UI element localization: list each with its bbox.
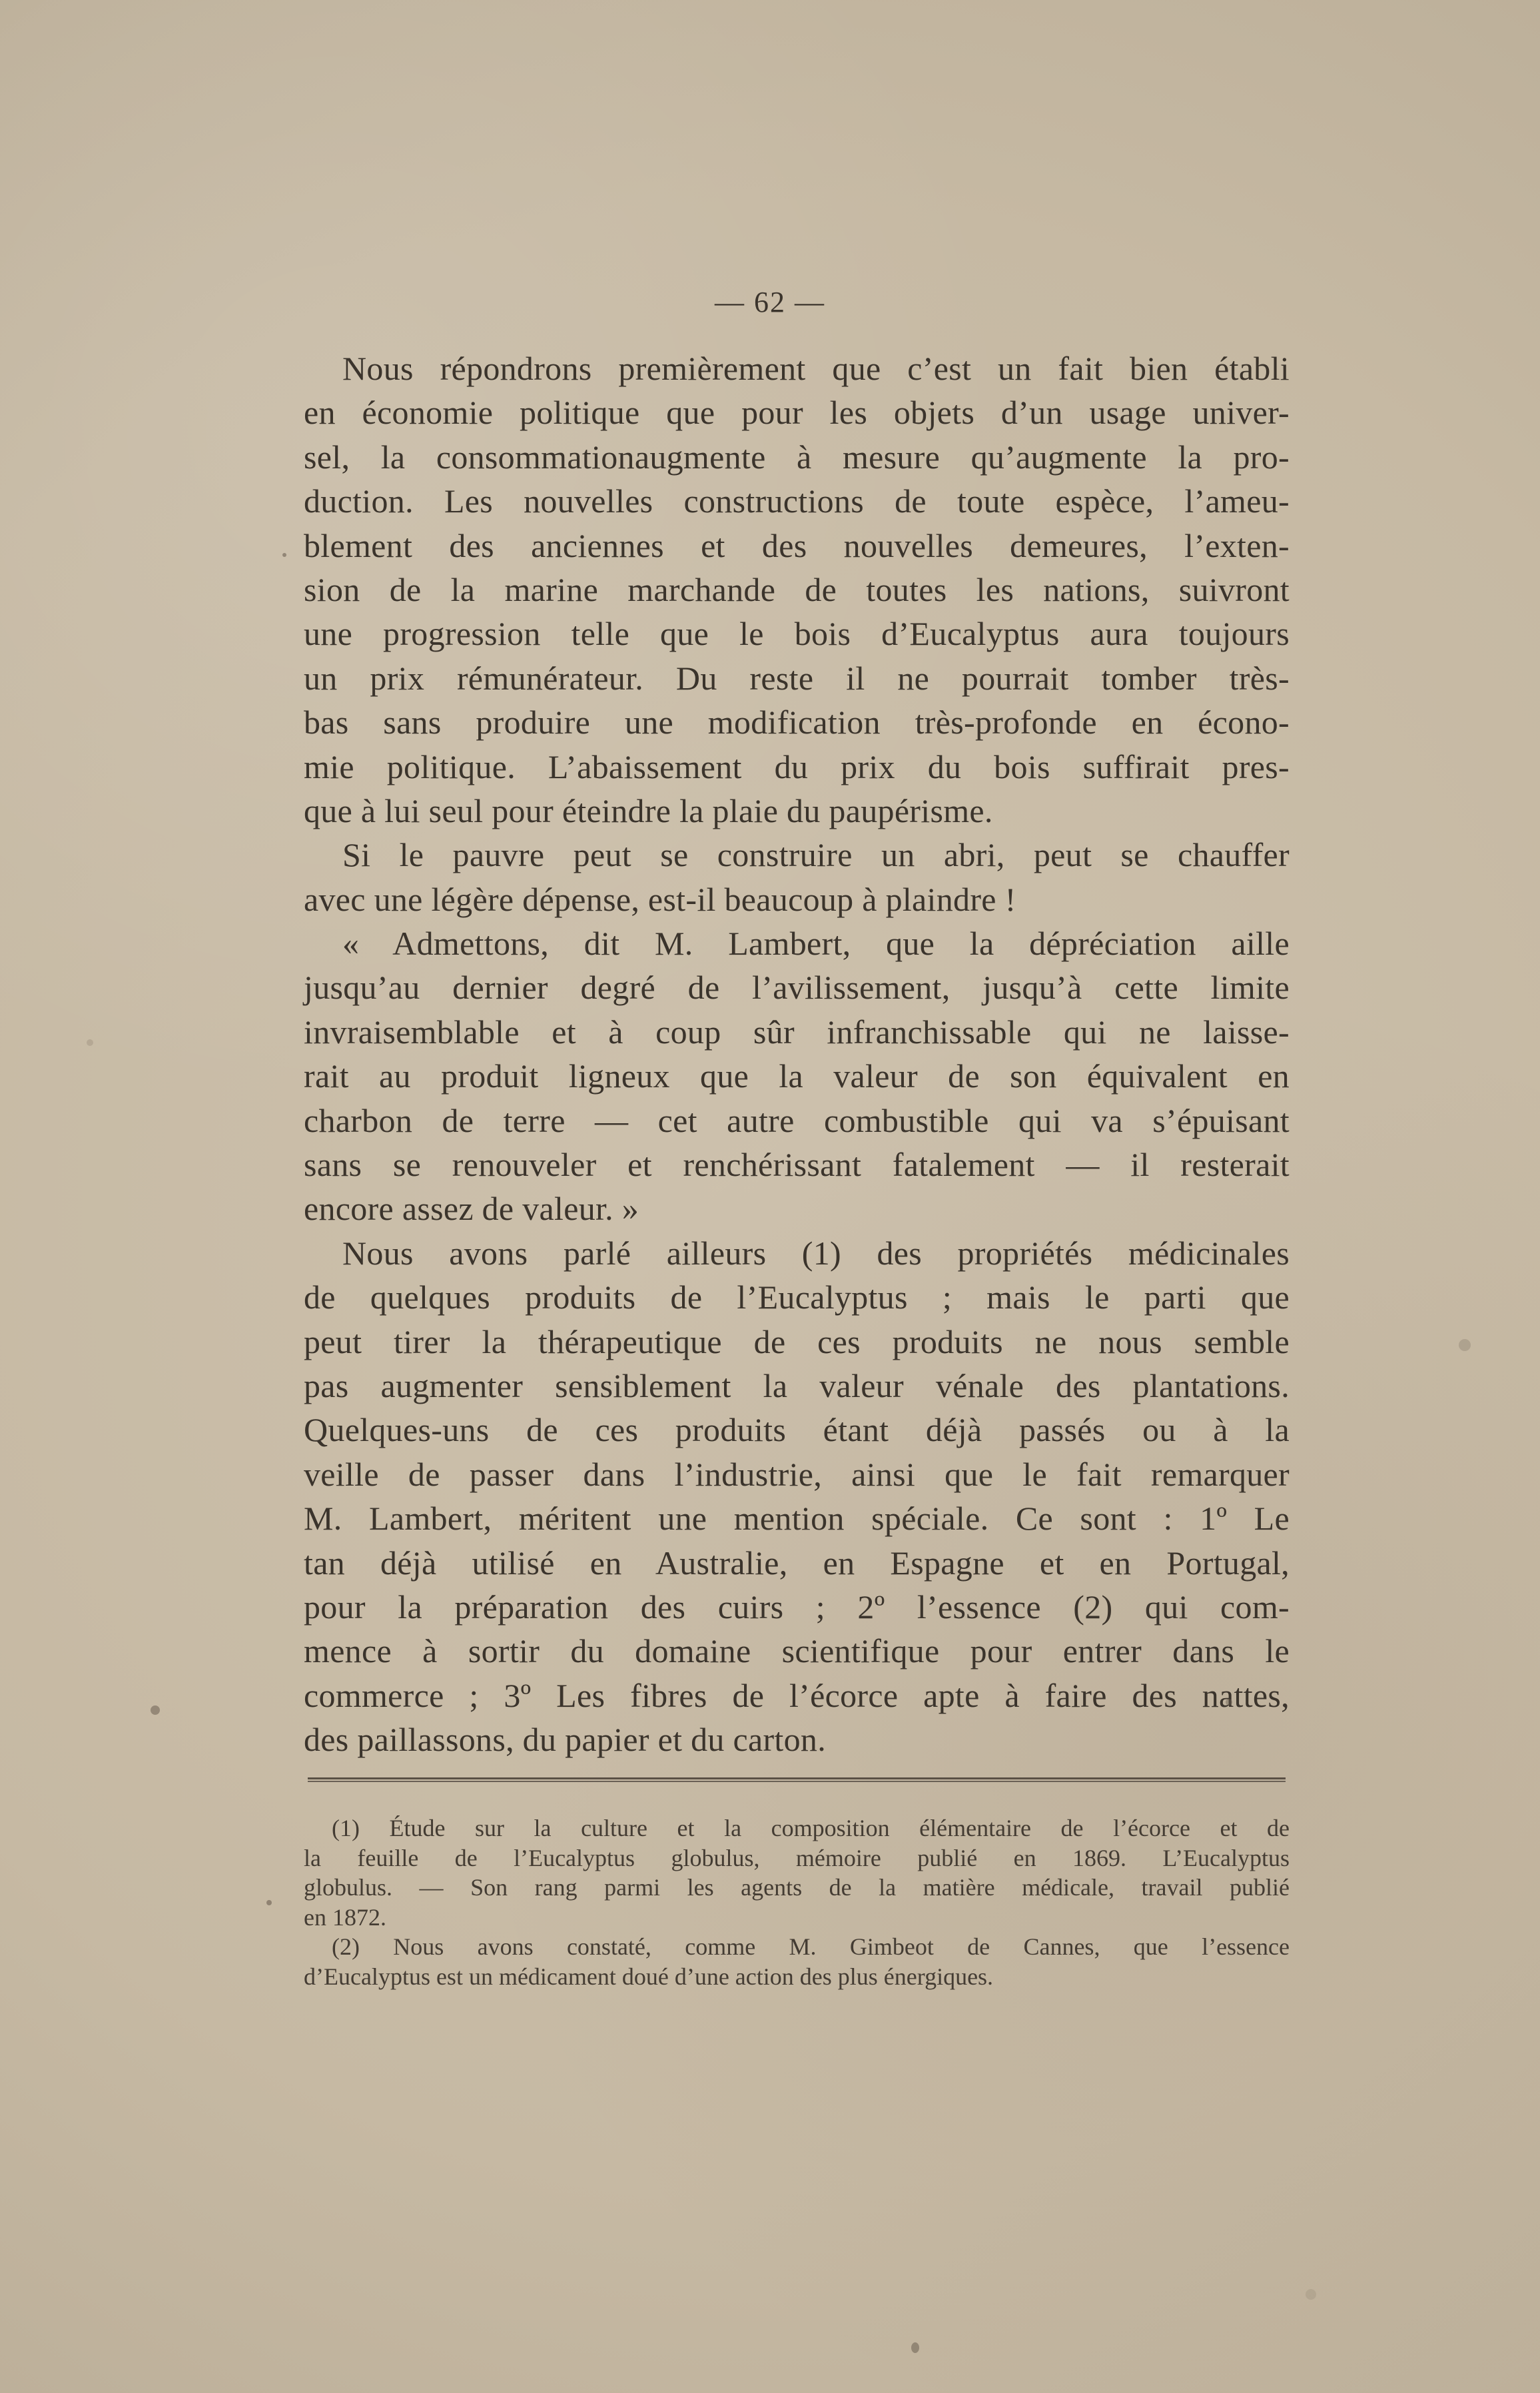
text-line: mie politique. L’abaissement du prix du bois suffirait pres- bbox=[304, 747, 1290, 785]
text-line: pour la préparation des cuirs ; 2º l’essence (2) qui com- bbox=[304, 1588, 1290, 1626]
main-text bbox=[304, 346, 1290, 1762]
text-line: sel, la consommationaugmente à mesure qu’augmente la pro- bbox=[304, 438, 1290, 476]
text-line: que à lui seul pour éteindre la plaie du paupérisme. bbox=[304, 791, 993, 829]
footnote-line: (1) Étude sur la culture et la composition élémentaire de l’écorce et de bbox=[332, 1815, 1290, 1841]
separator-rule-thin bbox=[308, 1781, 1286, 1782]
paper-speck bbox=[266, 1900, 272, 1905]
text-line: pas augmenter sensiblement la valeur vénale des plantations. bbox=[304, 1366, 1290, 1404]
paper-speck bbox=[1459, 1339, 1471, 1351]
text-line: un prix rémunérateur. Du reste il ne pourrait tomber très- bbox=[304, 659, 1290, 697]
text-line: rait au produit ligneux que la valeur de son équivalent en bbox=[304, 1057, 1290, 1095]
footnote-line: la feuille de l’Eucalyptus globulus, mémoire publié en 1869. L’Eucalyptus bbox=[304, 1844, 1290, 1871]
text-line: de quelques produits de l’Eucalyptus ; mais le parti que bbox=[304, 1278, 1290, 1316]
text-line: des paillassons, du papier et du carton. bbox=[304, 1721, 827, 1759]
text-line: jusqu’au dernier degré de l’avilissement, jusqu’à cette limite bbox=[304, 969, 1290, 1007]
separator-rule-thick bbox=[308, 1777, 1286, 1779]
footnote-line: d’Eucalyptus est un médicament doué d’une action des plus énergiques. bbox=[304, 1963, 994, 1990]
page-number: — 62 — bbox=[715, 286, 825, 318]
text-line: Nous avons parlé ailleurs (1) des propriétés médicinales bbox=[342, 1234, 1290, 1272]
paper-speck bbox=[1226, 1699, 1232, 1705]
paper-speck bbox=[151, 1705, 160, 1715]
text-line: en économie politique que pour les objets d’un usage univer- bbox=[304, 394, 1290, 432]
text-line: avec une légère dépense, est-il beaucoup à plaindre ! bbox=[304, 880, 1016, 918]
text-line: une progression telle que le bois d’Eucalyptus aura toujours bbox=[304, 615, 1290, 653]
text-line: veille de passer dans l’industrie, ainsi que le fait remarquer bbox=[304, 1455, 1290, 1493]
paper-speck bbox=[911, 2342, 919, 2353]
paper-speck bbox=[282, 553, 286, 557]
text-line: invraisemblable et à coup sûr infranchissable qui ne laisse- bbox=[304, 1013, 1290, 1051]
text-line: peut tirer la thérapeutique de ces produits ne nous semble bbox=[304, 1322, 1290, 1360]
text-line: M. Lambert, méritent une mention spéciale. Ce sont : 1º Le bbox=[304, 1500, 1290, 1538]
text-line: sans se renouveler et renchérissant fatalement — il resterait bbox=[304, 1146, 1290, 1184]
text-line: encore assez de valeur. » bbox=[304, 1190, 639, 1228]
text-line: commerce ; 3º Les fibres de l’écorce apte à faire des nattes, bbox=[304, 1676, 1290, 1714]
footnote-separator bbox=[308, 1777, 1286, 1783]
text-line: « Admettons, dit M. Lambert, que la dépréciation aille bbox=[342, 925, 1290, 963]
footnotes bbox=[304, 1813, 1290, 1992]
paper-speck bbox=[87, 1039, 93, 1046]
text-line: bas sans produire une modification très-profonde en écono- bbox=[304, 704, 1290, 741]
text-line: sion de la marine marchande de toutes les nations, suivront bbox=[304, 570, 1290, 608]
paper-speck bbox=[1306, 2289, 1316, 2300]
text-line: duction. Les nouvelles constructions de toute espèce, l’ameu- bbox=[304, 482, 1290, 520]
text-line: tan déjà utilisé en Australie, en Espagne et en Portugal, bbox=[304, 1544, 1290, 1582]
text-line: charbon de terre — cet autre combustible qui va s’épuisant bbox=[304, 1101, 1290, 1139]
text-line: Nous répondrons premièrement que c’est un fait bien établi bbox=[342, 350, 1290, 387]
text-line: blement des anciennes et des nouvelles demeures, l’exten- bbox=[304, 526, 1290, 564]
text-line: Quelques-uns de ces produits étant déjà passés ou à la bbox=[304, 1411, 1290, 1449]
footnote-line: (2) Nous avons constaté, comme M. Gimbeot de Cannes, que l’essence bbox=[332, 1933, 1290, 1961]
text-line: Si le pauvre peut se construire un abri, peut se chauffer bbox=[342, 836, 1290, 874]
text-line: mence à sortir du domaine scientifique pour entrer dans le bbox=[304, 1632, 1290, 1670]
footnote-line: globulus. — Son rang parmi les agents de la matière médicale, travail publié bbox=[304, 1874, 1290, 1901]
footnote-line: en 1872. bbox=[304, 1903, 386, 1931]
